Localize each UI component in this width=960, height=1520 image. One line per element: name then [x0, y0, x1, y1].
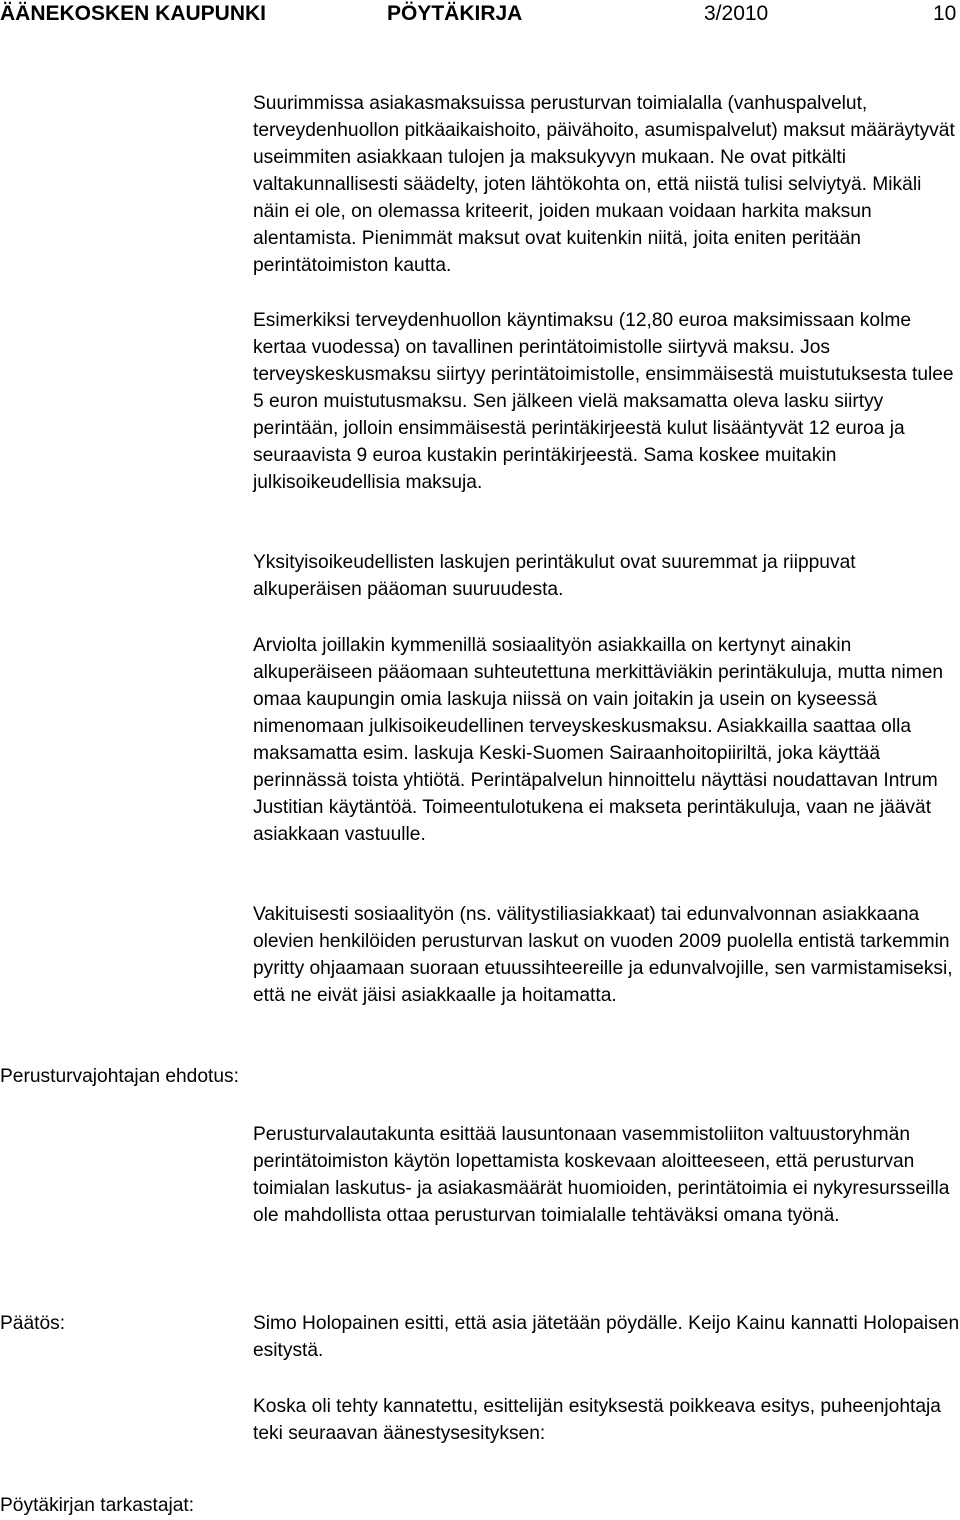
paragraph-social-work-clients: Arviolta joillakin kymmenillä sosiaalityön asiakkailla on kertynyt ainakin alkuperäiseen pääomaan suhteutettuna merkittäviäkin perintäkuluja, mutta nimen omaa kaupungin omia laskuja niissä on vain joitakin ja usein on kyseessä nimenomaan julkisoikeudellinen terveyskeskusmaksu. Asiakkailla saattaa olla maksamatta esim. laskuja Keski-Suomen Sairaanhoitopiiriltä, joka käyttää perinnässä toista yhtiötä. Perintäpalvelun hinnoittelu näyttäsi noudattavan Intrum Justitian käytäntöä. Toimeentulotukena ei makseta perintäkuluja, vaan ne jäävät asiakkaan vastuulle. [253, 635, 944, 845]
paragraph-health-fee-example: Esimerkiksi terveydenhuollon käyntimaksu (12,80 euroa maksimissaan kolme kertaa vuodessa) on tavallinen perintätoimistolle siirtyvä maksu. Jos terveyskeskusmaksu siirtyy perintätoimistolle, ensimmäisestä muistutuksesta tulee 5 euron muistutusmaksu. Sen jälkeen vielä maksamatta oleva lasku siirtyy perintään, jolloin ensimmäisestä perintäkirjeestä kulut lisääntyvät 12 euroa ja seuraavista 9 euroa kustakin perintäkirjeestä. Sama koskee muitakin julkisoikeudellisia maksuja. [253, 310, 954, 493]
proposal-label-colon: : [233, 1066, 239, 1087]
proposal-label [0, 1063, 239, 1090]
page-header [0, 0, 960, 28]
decision-text-motion: Simo Holopainen esitti, että asia jätetään pöydälle. Keijo Kainu kannatti Holopaisen esitystä. [253, 1313, 960, 1361]
reviewers-label: Pöytäkirjan tarkastajat: [0, 1495, 195, 1516]
organization-name: ÄÄNEKOSKEN KAUPUNKI [0, 2, 267, 25]
proposal-text: Perusturvalautakunta esittää lausuntonaan vasemmistoliiton valtuustoryhmän perintätoimiston käytön lopettamista koskevaan aloitteeseen, että perusturvan toimialan laskutus- ja asiakasmäärät huomioiden, perintätoimia ei nykyresursseilla ole mahdollista ottaa perusturvan toimialalle tehtäväksi omana työnä. [253, 1124, 950, 1226]
paragraph-permanent-clients: Vakituisesti sosiaalityön (ns. välitystiliasiakkaat) tai edunvalvonnan asiakkaana olevien henkilöiden perusturvan laskut on vuoden 2009 puolella entistä tarkemmin pyritty ohjaamaan suoraan etuussihteereille ja edunvalvojille, sen varmistamiseksi, että ne eivät jäisi asiakkaalle ja hoitamatta. [253, 904, 953, 1006]
document-number: 3/2010 [704, 2, 769, 25]
proposal-label-text: Perusturvajohtajan ehdotus [0, 1066, 234, 1087]
page-number: 10 [933, 2, 957, 25]
paragraph-private-law-invoices: Yksityisoikeudellisten laskujen perintäkulut ovat suuremmat ja riippuvat alkuperäisen pääoman suuruudesta. [253, 552, 856, 600]
document-type: PÖYTÄKIRJA [387, 2, 523, 25]
decision-text-vote: Koska oli tehty kannatettu, esittelijän esityksestä poikkeava esitys, puheenjohtaja teki seuraavan äänestysesityksen: [253, 1396, 941, 1444]
decision-label-text: Päätös [0, 1313, 60, 1334]
paragraph-payments-overview: Suurimmissa asiakasmaksuissa perusturvan toimialalla (vanhuspalvelut, terveydenhuollon pitkäaikaishoito, päivähoito, asumispalvelut) maksut määräytyvät useimmiten asiakkaan tulojen ja maksukyvyn mukaan. Ne ovat pitkälti valtakunnallisesti säädelty, joten lähtökohta on, että niistä tulisi selviytyä. Mikäli näin ei ole, on olemassa kriteerit, joiden mukaan voidaan harkita maksun alentamista. Pienimmät maksut ovat kuitenkin niitä, joita eniten peritään perintätoimiston kautta. [253, 93, 955, 276]
decision-label [0, 1310, 65, 1337]
decision-label-colon: : [59, 1313, 66, 1334]
